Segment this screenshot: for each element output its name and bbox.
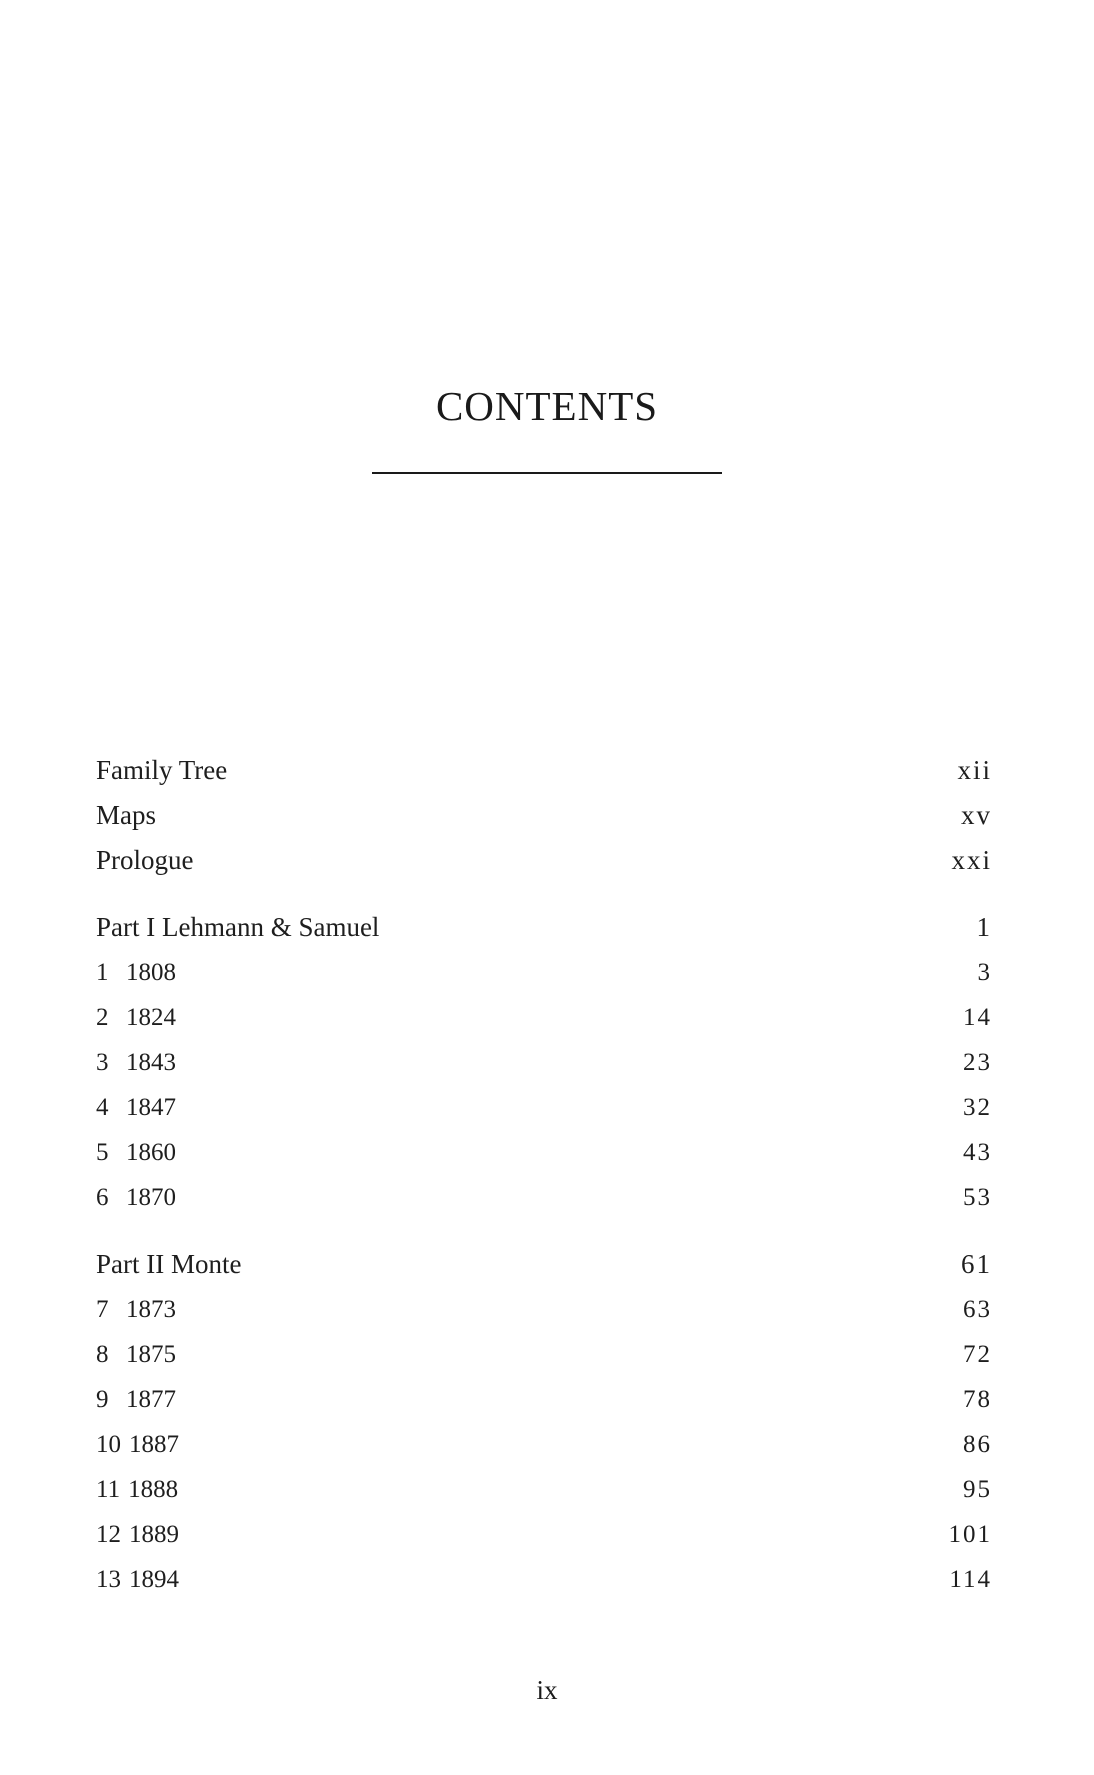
chapter-number: 8 bbox=[96, 1341, 109, 1368]
chapter-page: 72 bbox=[963, 1341, 992, 1368]
chapter-year: 1875 bbox=[126, 1341, 176, 1368]
page-number: ix bbox=[536, 1675, 558, 1705]
chapter-page: 114 bbox=[949, 1566, 992, 1593]
part-title: Part II Monte bbox=[96, 1249, 242, 1279]
table-of-contents bbox=[96, 748, 992, 1602]
title-rule bbox=[372, 472, 722, 474]
part-title: Part I Lehmann & Samuel bbox=[96, 912, 380, 942]
chapter-number: 10 bbox=[96, 1431, 121, 1458]
toc-entry-title: Prologue bbox=[96, 845, 194, 875]
toc-chapter-entry[interactable] bbox=[96, 1467, 992, 1512]
chapter-year: 1847 bbox=[126, 1094, 176, 1121]
toc-chapter-entry[interactable] bbox=[96, 950, 992, 995]
chapter-number: 9 bbox=[96, 1386, 109, 1413]
chapter-year: 1824 bbox=[126, 1004, 176, 1031]
toc-chapter-entry[interactable] bbox=[96, 1557, 992, 1602]
chapter-number: 11 bbox=[96, 1476, 121, 1503]
toc-chapter-entry[interactable] bbox=[96, 1512, 992, 1557]
toc-entry-page: xii bbox=[957, 755, 992, 785]
chapter-page: 14 bbox=[963, 1004, 992, 1031]
page-title: CONTENTS bbox=[435, 383, 659, 429]
chapter-number: 13 bbox=[96, 1566, 121, 1593]
chapter-year: 1843 bbox=[126, 1049, 176, 1076]
chapter-year: 1877 bbox=[126, 1386, 176, 1413]
chapter-page: 43 bbox=[963, 1139, 992, 1166]
chapter-page: 53 bbox=[963, 1184, 992, 1211]
chapter-number: 4 bbox=[96, 1094, 109, 1121]
toc-entry-page: xv bbox=[961, 800, 992, 830]
chapter-number: 7 bbox=[96, 1296, 109, 1323]
chapter-page: 63 bbox=[963, 1296, 992, 1323]
toc-chapter-entry[interactable] bbox=[96, 1422, 992, 1467]
chapter-page: 101 bbox=[948, 1521, 992, 1548]
part-page: 61 bbox=[961, 1249, 992, 1279]
toc-chapter-entry[interactable] bbox=[96, 1175, 992, 1220]
toc-chapter-entry[interactable] bbox=[96, 1085, 992, 1130]
chapter-number: 3 bbox=[96, 1049, 109, 1076]
chapter-page: 32 bbox=[963, 1094, 992, 1121]
chapter-number: 5 bbox=[96, 1139, 109, 1166]
chapter-page: 3 bbox=[977, 959, 992, 986]
part-page: 1 bbox=[976, 912, 992, 942]
toc-chapter-entry[interactable] bbox=[96, 995, 992, 1040]
toc-chapter-entry[interactable] bbox=[96, 1377, 992, 1422]
chapter-year: 1860 bbox=[126, 1139, 176, 1166]
toc-chapter-entry[interactable] bbox=[96, 1287, 992, 1332]
part-two-group bbox=[96, 1242, 992, 1602]
chapter-year: 1887 bbox=[129, 1431, 179, 1458]
front-matter-group bbox=[96, 748, 992, 883]
chapter-year: 1870 bbox=[126, 1184, 176, 1211]
chapter-number: 12 bbox=[96, 1521, 121, 1548]
chapter-year: 1889 bbox=[129, 1521, 179, 1548]
part-one-group bbox=[96, 905, 992, 1220]
toc-entry-prologue[interactable] bbox=[96, 838, 992, 883]
chapter-page: 78 bbox=[963, 1386, 992, 1413]
toc-entry-title: Family Tree bbox=[96, 755, 228, 785]
chapter-year: 1808 bbox=[126, 959, 176, 986]
toc-chapter-entry[interactable] bbox=[96, 1040, 992, 1085]
toc-entry-maps[interactable] bbox=[96, 793, 992, 838]
chapter-number: 2 bbox=[96, 1004, 109, 1031]
chapter-year: 1894 bbox=[129, 1566, 179, 1593]
toc-entry-title: Maps bbox=[96, 800, 156, 830]
chapter-page: 95 bbox=[963, 1476, 992, 1503]
toc-part-heading[interactable] bbox=[96, 905, 992, 950]
toc-part-heading[interactable] bbox=[96, 1242, 992, 1287]
toc-entry-page: xxi bbox=[951, 845, 992, 875]
chapter-page: 23 bbox=[963, 1049, 992, 1076]
chapter-number: 6 bbox=[96, 1184, 109, 1211]
chapter-year: 1873 bbox=[126, 1296, 176, 1323]
toc-chapter-entry[interactable] bbox=[96, 1130, 992, 1175]
chapter-page: 86 bbox=[963, 1431, 992, 1458]
chapter-year: 1888 bbox=[128, 1476, 179, 1503]
chapter-number: 1 bbox=[96, 959, 109, 986]
toc-chapter-entry[interactable] bbox=[96, 1332, 992, 1377]
toc-entry-family-tree[interactable] bbox=[96, 748, 992, 793]
